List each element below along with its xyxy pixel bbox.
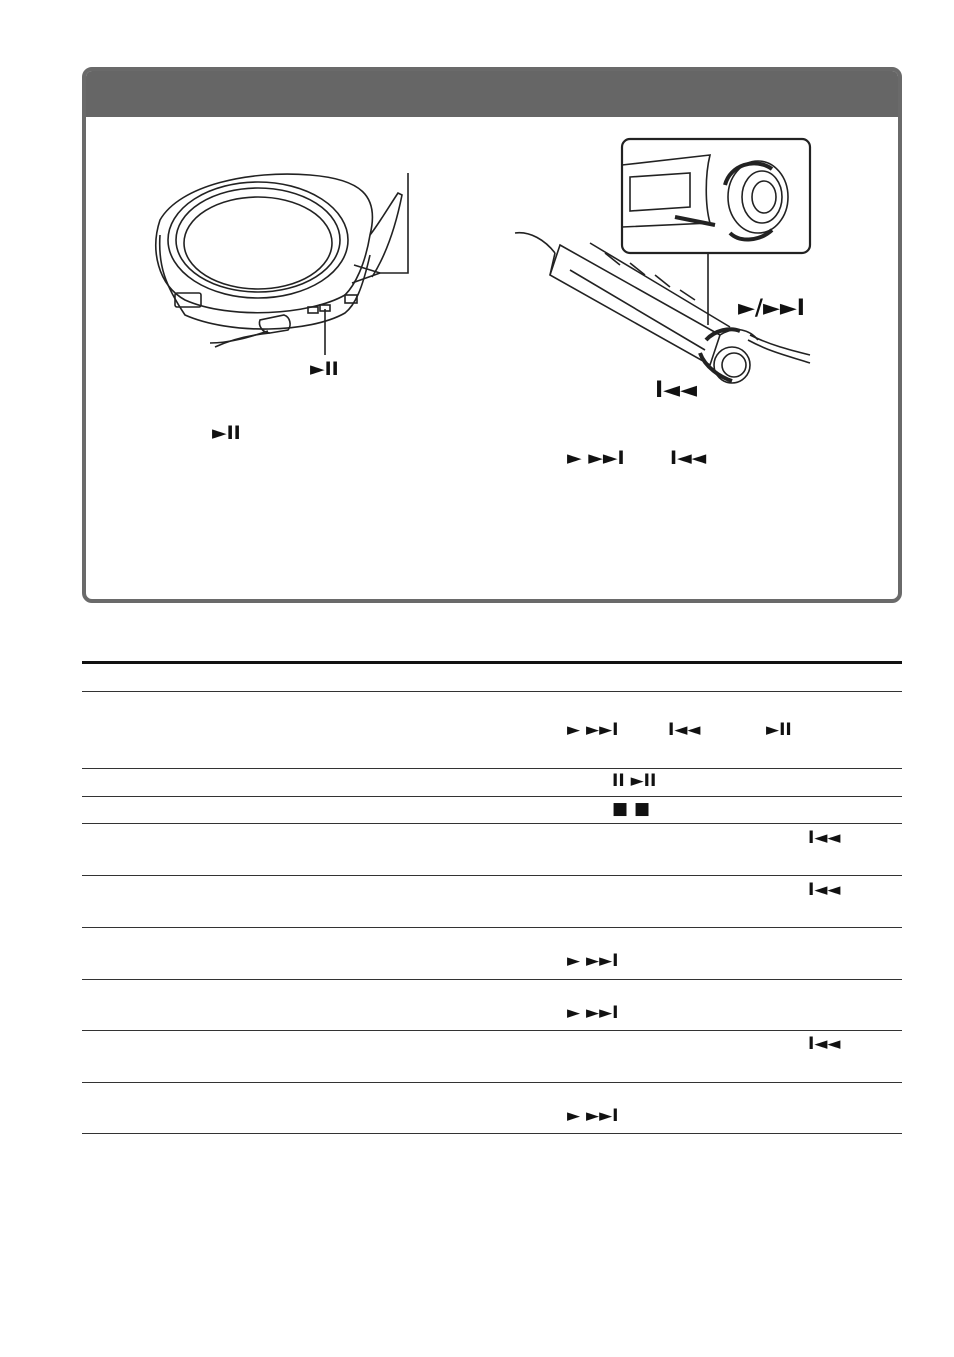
table-row-4-symbol: I◄◄: [808, 828, 841, 848]
table-row-divider: [82, 768, 902, 769]
table-row-6-symbol: ► ►►I: [567, 951, 619, 971]
table-row-8-symbol: I◄◄: [808, 1034, 841, 1054]
table-header-rule: [82, 691, 902, 692]
forward-caption-symbol: ► ►►I: [567, 447, 625, 469]
play-pause-callout-label: ►II: [310, 358, 339, 380]
table-row-1-symbol-a: ► ►►I: [567, 720, 619, 740]
table-row-3-symbol: ■ ■: [612, 799, 651, 819]
table-row-divider: [82, 1030, 902, 1031]
play-pause-caption-symbol: ►II: [212, 422, 241, 444]
table-row-2-symbol: II ►II: [612, 771, 657, 791]
back-caption-symbol: I◄◄: [670, 447, 707, 469]
table-row-7-symbol: ► ►►I: [567, 1003, 619, 1023]
table-row-5-symbol: I◄◄: [808, 880, 841, 900]
table-row-divider: [82, 823, 902, 824]
table-row-divider: [82, 875, 902, 876]
table-row-divider: [82, 1082, 902, 1083]
back-label: I◄◄: [655, 378, 698, 403]
forward-label: ►/►►I: [738, 296, 805, 321]
panel-header-bar: [86, 71, 898, 117]
table-top-rule: [82, 661, 902, 664]
table-row-9-symbol: ► ►►I: [567, 1106, 619, 1126]
table-row-divider: [82, 927, 902, 928]
table-row-1-symbol-c: ►II: [766, 720, 792, 740]
remote-control-illustration: [510, 135, 830, 395]
table-bottom-rule: [82, 1133, 902, 1134]
table-row-1-symbol-b: I◄◄: [668, 720, 701, 740]
table-row-divider: [82, 979, 902, 980]
cd-player-illustration: [140, 165, 440, 365]
table-row-divider: [82, 796, 902, 797]
